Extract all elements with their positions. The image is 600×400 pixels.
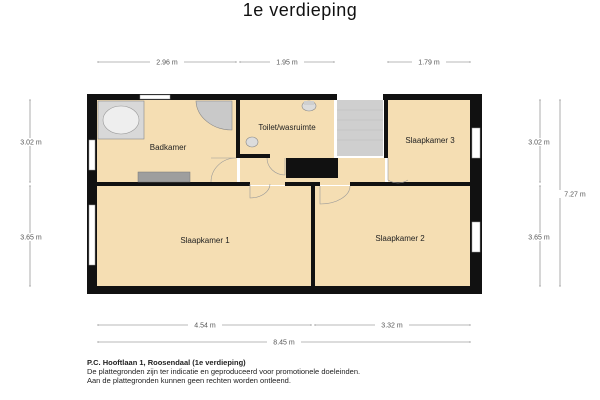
room-label-slaapkamer2: Slaapkamer 2 (375, 234, 425, 243)
dim-left-1: 3.02 m (20, 139, 42, 147)
room-label-toilet: Toilet/wasruimte (258, 123, 316, 132)
dim-top-3: 1.79 m (418, 59, 440, 67)
plan-caption (87, 358, 360, 385)
floor-title: 1e verdieping (242, 0, 358, 20)
dim-top-1: 2.96 m (156, 59, 178, 67)
caption-address: P.C. Hooftlaan 1, Roosendaal (1e verdieping) (87, 358, 246, 367)
room-label-slaapkamer3: Slaapkamer 3 (405, 136, 455, 145)
dim-top-2: 1.95 m (276, 59, 298, 67)
dim-right-2: 3.65 m (528, 234, 550, 242)
dim-left-2: 3.65 m (20, 234, 42, 242)
dim-bottom-1: 4.54 m (194, 322, 216, 330)
dim-bottom-2: 3.32 m (381, 322, 403, 330)
staircase (337, 100, 383, 156)
caption-line-1: De plattegronden zijn ter indicatie en geproduceerd voor promotionele doeleinden. (87, 367, 361, 376)
caption-line-2: Aan de plattegronden kunnen geen rechten worden ontleend. (87, 376, 291, 385)
room-label-slaapkamer1: Slaapkamer 1 (180, 236, 230, 245)
room-label-badkamer: Badkamer (149, 143, 187, 152)
dim-right-1: 3.02 m (528, 139, 550, 147)
dim-right-total: 7.27 m (564, 191, 586, 199)
dim-bottom-total: 8.45 m (273, 339, 295, 347)
